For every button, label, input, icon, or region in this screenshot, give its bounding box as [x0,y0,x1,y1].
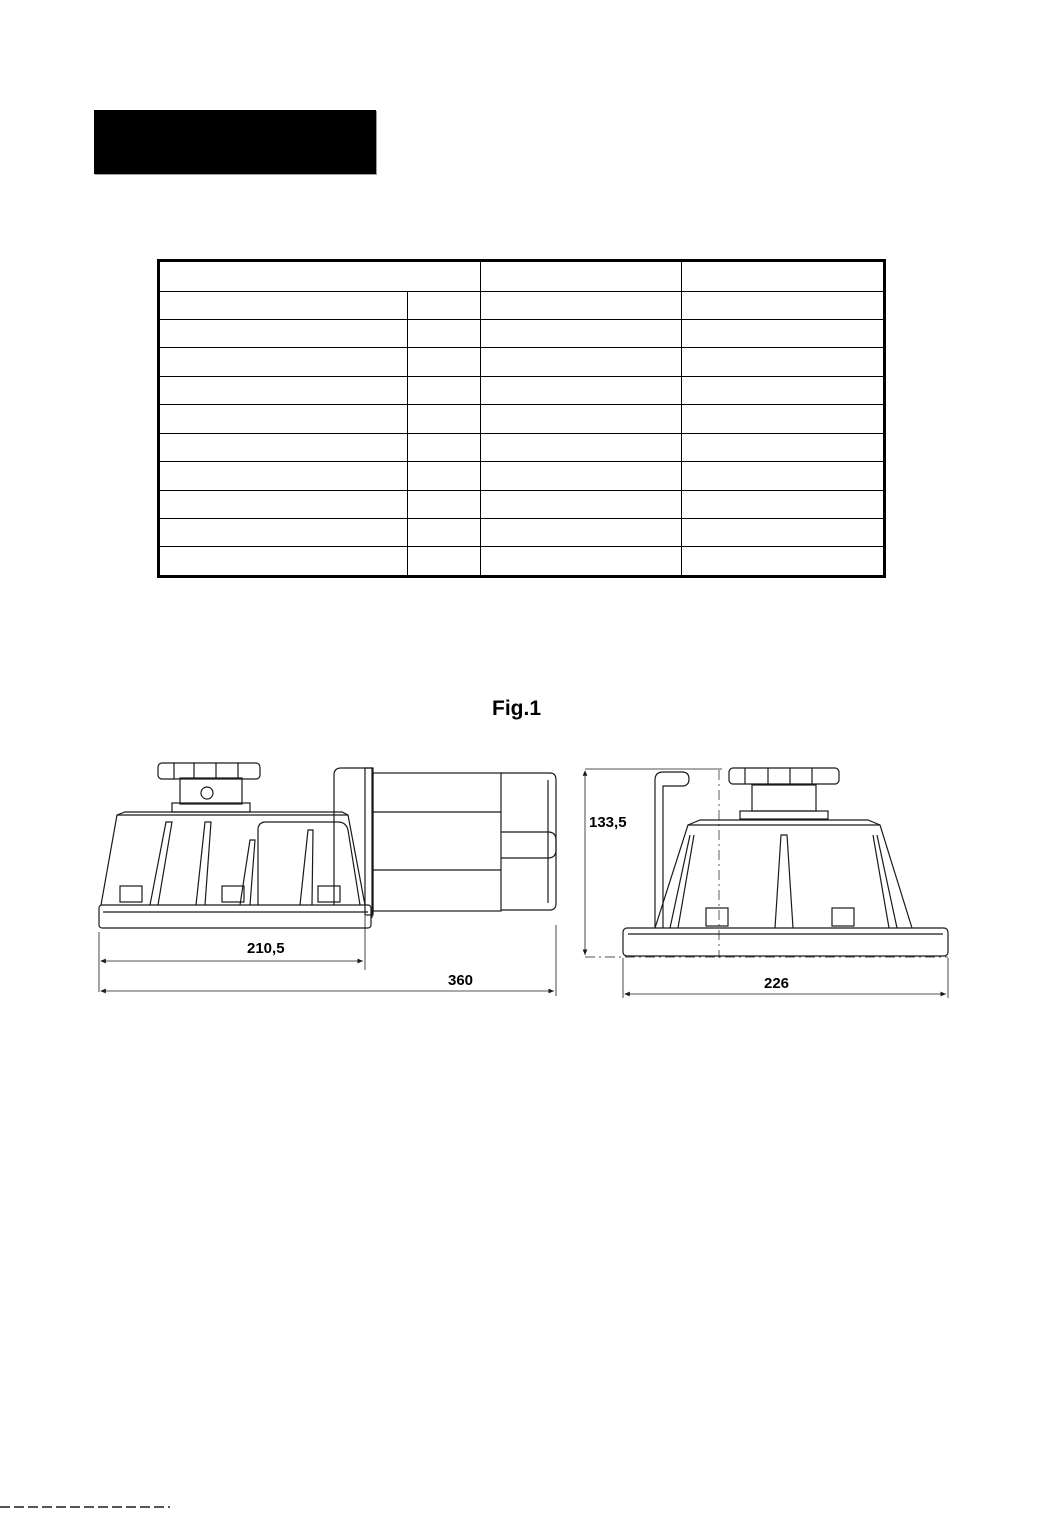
table-cell [408,291,481,319]
table-row [159,291,885,319]
table-cell [682,547,885,577]
table-cell [682,376,885,404]
table-cell [481,291,682,319]
table-cell [159,433,408,461]
dimension-label-360: 360 [448,972,474,989]
table-cell [682,519,885,547]
table-cell [408,547,481,577]
table-cell [682,291,885,319]
table-cell [481,376,682,404]
figure-caption: Fig.1 [492,697,542,720]
table-row [159,519,885,547]
side-view-drawing [99,763,556,996]
table-cell [159,348,408,376]
table-cell [682,319,885,347]
spec-table [157,259,886,578]
table-cell [408,433,481,461]
table-cell [159,519,408,547]
technical-drawing [0,745,1045,1005]
table-row [159,490,885,518]
table-cell [481,261,682,292]
dimension-label-210-5: 210,5 [247,940,285,957]
table-cell [682,261,885,292]
table-row [159,319,885,347]
table-cell [408,376,481,404]
table-cell [682,405,885,433]
table-header-row [159,261,885,292]
table-cell [159,376,408,404]
table-cell [481,547,682,577]
table-cell [682,433,885,461]
table-cell [481,348,682,376]
table-cell [159,547,408,577]
table-cell [408,490,481,518]
table-cell [159,405,408,433]
table-cell [481,405,682,433]
front-view-drawing [585,768,948,998]
dimension-label-133-5: 133,5 [589,814,627,831]
table-cell [481,519,682,547]
table-row [159,433,885,461]
table-cell [408,462,481,490]
table-row [159,462,885,490]
table-cell [408,319,481,347]
table-cell [481,433,682,461]
table-cell [481,462,682,490]
dimension-label-226: 226 [764,975,790,992]
table-cell [408,519,481,547]
section-title-block [94,110,376,174]
table-row [159,376,885,404]
table-cell [481,319,682,347]
table-cell [159,490,408,518]
table-cell [159,291,408,319]
table-row [159,547,885,577]
table-cell [682,462,885,490]
table-row [159,348,885,376]
table-cell [159,319,408,347]
table-cell [682,348,885,376]
footer-rule [0,1506,170,1508]
table-row [159,405,885,433]
table-cell [481,490,682,518]
table-cell [682,490,885,518]
table-cell [408,348,481,376]
table-cell [159,261,481,292]
table-cell [408,405,481,433]
table-cell [159,462,408,490]
